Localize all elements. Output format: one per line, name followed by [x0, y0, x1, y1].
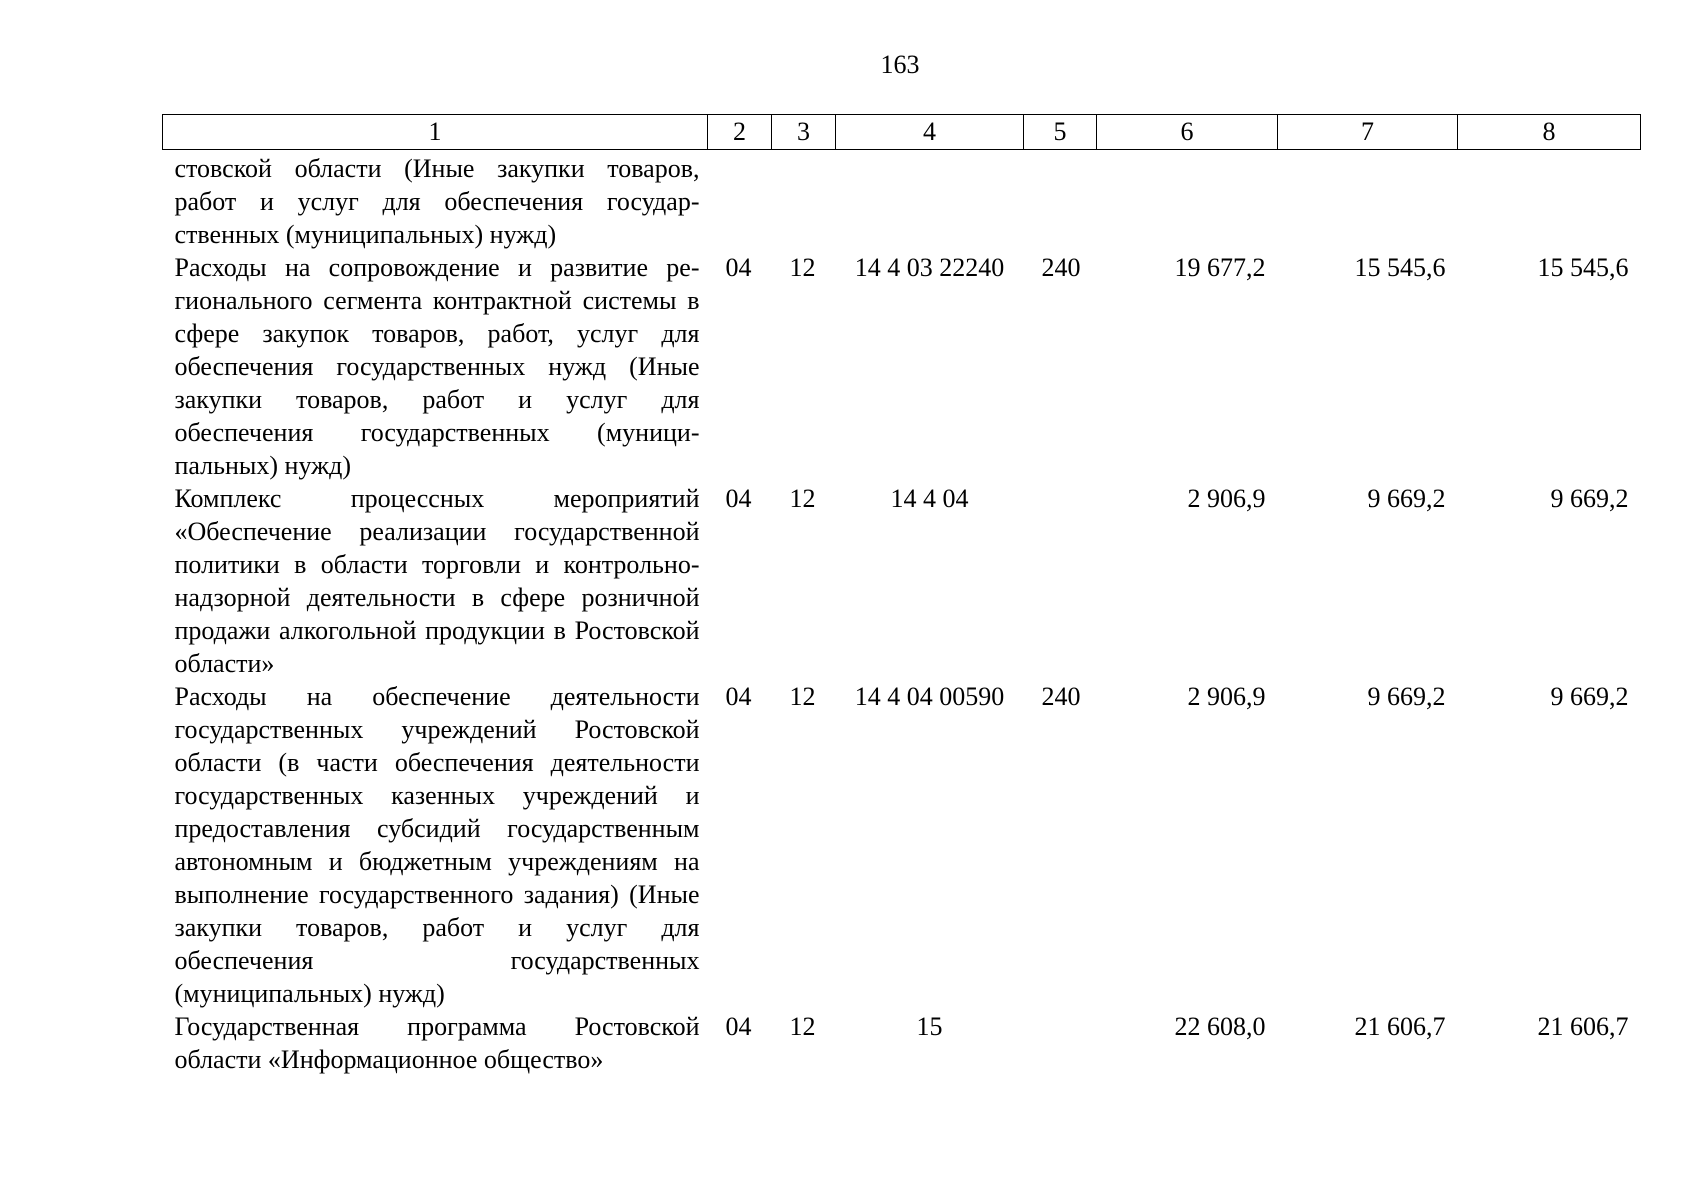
- row-expense-type: [1024, 1010, 1097, 1076]
- row-razdel: 04: [725, 682, 752, 711]
- row-description: стовской области (Иные закупки товаров, работ и услуг для обеспечения государственных (муниципальных) нужд): [174, 154, 700, 249]
- row-value-3: 15 545,6: [1537, 253, 1629, 282]
- row-description: Государственная программа Ростовской области «Информационное общество»: [174, 1012, 700, 1074]
- row-razdel: 04: [725, 1012, 752, 1041]
- row-value-3: 9 669,2: [1550, 682, 1629, 711]
- row-expense-type: 240: [1041, 682, 1081, 711]
- page-number: 163: [880, 50, 920, 79]
- table-row: [163, 152, 1641, 251]
- row-value-1: [1097, 152, 1278, 251]
- row-value-1: 22 608,0: [1174, 1012, 1266, 1041]
- header-col-1: 1: [163, 115, 708, 150]
- row-value-1: 2 906,9: [1187, 484, 1266, 513]
- row-expense-type: [1024, 152, 1097, 251]
- row-razdel: 04: [725, 484, 752, 513]
- budget-table: [162, 114, 1641, 1076]
- table-row: [163, 251, 1641, 482]
- header-col-2: 2: [708, 115, 772, 150]
- header-col-3: 3: [772, 115, 836, 150]
- header-col-7: 7: [1278, 115, 1458, 150]
- header-row: [163, 115, 1641, 150]
- budget-table-container: [162, 114, 1640, 1076]
- table-body: [163, 150, 1641, 1077]
- row-podrazdel: 12: [789, 253, 816, 282]
- row-target-article: 14 4 03 22240: [854, 253, 1005, 282]
- table-row: [163, 1010, 1641, 1076]
- row-podrazdel: 12: [789, 682, 816, 711]
- row-value-2: 9 669,2: [1367, 682, 1446, 711]
- table-header: [163, 115, 1641, 150]
- row-razdel: [708, 152, 772, 251]
- row-value-1: 19 677,2: [1174, 253, 1266, 282]
- row-expense-type: [1024, 482, 1097, 680]
- row-target-article: 14 4 04 00590: [854, 682, 1005, 711]
- header-col-6: 6: [1097, 115, 1278, 150]
- row-value-2: [1278, 152, 1458, 251]
- header-col-8: 8: [1458, 115, 1641, 150]
- table-row: [163, 482, 1641, 680]
- row-target-article: 15: [916, 1012, 943, 1041]
- row-value-2: 9 669,2: [1367, 484, 1446, 513]
- row-podrazdel: [772, 152, 836, 251]
- row-value-1: 2 906,9: [1187, 682, 1266, 711]
- table-row: [163, 680, 1641, 1010]
- header-col-5: 5: [1024, 115, 1097, 150]
- row-value-2: 21 606,7: [1354, 1012, 1446, 1041]
- row-podrazdel: 12: [789, 484, 816, 513]
- row-razdel: 04: [725, 253, 752, 282]
- row-value-3: [1458, 152, 1641, 251]
- row-value-2: 15 545,6: [1354, 253, 1446, 282]
- row-description: Расходы на обеспечение деятельности государственных учреждений Ростовской области (в части обеспечения деятельности государственных казенных учреждений и предоставления субсидий государственным автономным и бюджетным учреждениям на выполнение государственного задания) (Иные закупки товаров, работ и услуг для обеспечения государственных (муниципальных) нужд): [174, 682, 700, 1008]
- row-podrazdel: 12: [789, 1012, 816, 1041]
- header-col-4: 4: [836, 115, 1024, 150]
- row-target-article: 14 4 04: [890, 484, 969, 513]
- row-description: Расходы на сопровождение и развитие регионального сегмента контрактной системы в сфере закупок товаров, работ, услуг для обеспечения государственных нужд (Иные закупки товаров, работ и услуг для обеспечения государственных (муниципальных) нужд): [174, 253, 700, 480]
- row-value-3: 21 606,7: [1537, 1012, 1629, 1041]
- row-target-article: [836, 152, 1024, 251]
- row-description: Комплекс процессных мероприятий «Обеспечение реализации государственной политики в области торговли и контрольно-надзорной деятельности в сфере розничной продажи алкогольной продукции в Ростовской области»: [174, 484, 700, 678]
- row-value-3: 9 669,2: [1550, 484, 1629, 513]
- row-expense-type: 240: [1041, 253, 1081, 282]
